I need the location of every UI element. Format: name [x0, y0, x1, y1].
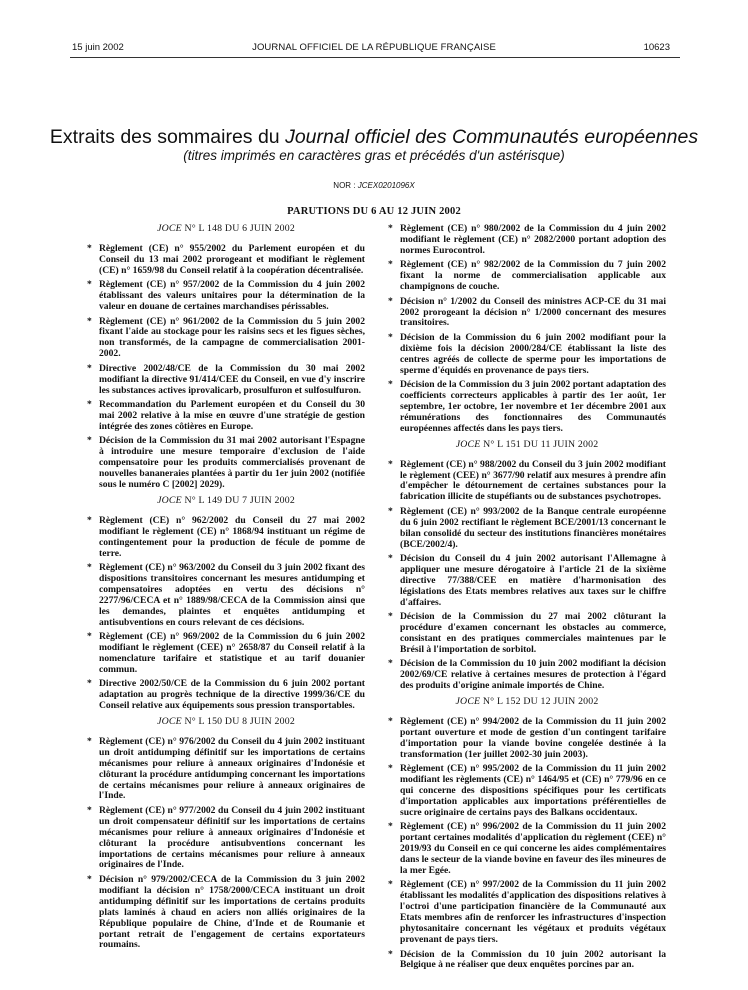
entry-text: Règlement (CE) n° 969/2002 de la Commission du 6 juin 2002 modifiant le règlement (CEE) n° 2658/87 du Conseil relatif à la nomenclature tarifaire et statistique et au tarif douanier commun.	[99, 631, 365, 675]
asterisk-marker: *	[87, 562, 92, 574]
summary-entry	[87, 244, 365, 277]
joce-section-heading	[388, 440, 666, 451]
entry-text: Décision de la Commission du 6 juin 2002 modifiant pour la dixième fois la décision 2000/284/CE établissant la liste des centres agréés de collecte de sperme pour les importations de sperme d'équidés en provenance de pays tiers.	[400, 331, 666, 376]
joce-issue: N° L 148 DU 6 JUIN 2002	[181, 223, 295, 234]
joce-label: JOCE	[157, 716, 182, 727]
document-title	[0, 126, 748, 148]
parutions-heading: PARUTIONS DU 6 AU 12 JUIN 2002	[287, 206, 461, 217]
asterisk-marker: *	[388, 658, 393, 670]
entry-text: Règlement (CE) n° 995/2002 de la Commission du 11 juin 2002 modifiant les règlements (CE) n° 1464/95 et (CE) n° 779/96 en ce qui concerne des dispositions spécifiques pour les certificats d'importation applicables aux importations préférentielles de sucre originaire de certains pays des Balkans occidentaux.	[400, 763, 666, 818]
title-italic: Journal officiel des Communautés européennes	[285, 126, 699, 148]
summary-entry	[388, 297, 666, 330]
entry-text: Décision de la Commission du 3 juin 2002 portant adaptation des coefficients correcteurs applicables à partir des 1er août, 1er septembre, 1er octobre, 1er novembre et 1er décembre 2001 aux rémunérations des fonctionnaires des Communautés européennes affectés dans les pays tiers.	[400, 379, 666, 434]
entry-text: Règlement (CE) n° 963/2002 du Conseil du 3 juin 2002 fixant des dispositions transitoires concernant les mesures antidumping et compensatoires adoptées en vertu des décisions n° 2277/96/CECA et n° 1889/98/CECA de la Commission ainsi que les demandes, plaintes et enquêtes antidumping et antisubventions en cours relevant de ces décisions.	[99, 562, 365, 628]
asterisk-marker: *	[388, 259, 393, 271]
header-date: 15 juin 2002	[72, 42, 124, 53]
nor-label: NOR :	[333, 181, 356, 190]
entry-text: Règlement (CE) n° 997/2002 de la Commission du 11 juin 2002 établissant les modalités d'application des dispositions relatives à l'octroi d'une participation financière de la Communauté aux Etats membres afin de renforcer les infrastructures d'inspection phytosanitaire concernant les végétaux et produits végétaux provenant de pays tiers.	[400, 879, 666, 945]
asterisk-marker: *	[388, 821, 393, 833]
summary-entry	[87, 806, 365, 871]
summary-entry	[388, 333, 666, 377]
summary-entry	[388, 822, 666, 877]
asterisk-marker: *	[388, 948, 393, 960]
entry-text: Directive 2002/48/CE de la Commission du 30 mai 2002 modifiant la directive 91/414/CEE du Conseil, en vue d'y inscrire les substances actives iprovalicarb, prosulfuron et sulfosulfuron.	[99, 362, 365, 396]
entry-text: Règlement (CE) n° 980/2002 de la Commission du 4 juin 2002 modifiant le règlement (CE) n° 2082/2000 portant adoption des normes Eurocontrol.	[400, 223, 666, 256]
asterisk-marker: *	[87, 514, 92, 526]
asterisk-marker: *	[388, 611, 393, 623]
summary-entry	[87, 563, 365, 628]
joce-section-heading	[87, 224, 365, 235]
entry-text: Règlement (CE) n° 961/2002 de la Commission du 5 juin 2002 fixant l'aide au stockage pour les raisins secs et les figues sèches, non transformés, de la campagne de commercialisation 2001-2002.	[99, 315, 365, 360]
entry-text: Règlement (CE) n° 976/2002 du Conseil du 4 juin 2002 instituant un droit antidumping définitif sur les importations de certains mécanismes pour reliure à anneaux originaires d'Indonésie et clôturant la procédure antidumping concernant les importations de certains mécanismes pour reliure à anneaux originaires de l'Inde.	[99, 735, 365, 802]
joce-section-heading	[388, 697, 666, 708]
summary-entry	[87, 679, 365, 712]
joce-label: JOCE	[455, 438, 481, 450]
asterisk-marker: *	[388, 458, 393, 470]
nor-value: JCEX0201096X	[357, 181, 415, 190]
asterisk-marker: *	[388, 879, 393, 891]
joce-section-heading	[87, 496, 365, 507]
summary-entry	[87, 436, 365, 491]
summary-entry	[388, 950, 666, 972]
summary-entry	[388, 380, 666, 435]
asterisk-marker: *	[87, 873, 92, 885]
entry-text: Décision de la Commission du 31 mai 2002 autorisant l'Espagne à introduire une mesure temporaire d'exclusion de l'aide compensatoire pour les produits commercialisés provenant de nouvelles bananeraies plantées à partir du 1er juin 2002 (notifiée sous le numéro C [2002] 2029).	[99, 435, 365, 490]
asterisk-marker: *	[87, 315, 92, 327]
asterisk-marker: *	[87, 735, 92, 747]
summary-entry	[87, 280, 365, 313]
entry-text: Règlement (CE) n° 988/2002 du Conseil du 3 juin 2002 modifiant le règlement (CEE) n° 3677/90 relatif aux mesures à prendre afin d'empêcher le détournement de certaines substances pour la fabrication illicite de stupéfiants ou de substances psychotropes.	[400, 458, 666, 503]
asterisk-marker: *	[87, 279, 92, 291]
entry-text: Recommandation du Parlement européen et du Conseil du 30 mai 2002 relative à la mise en œuvre d'une stratégie de gestion intégrée des zones côtières en Europe.	[99, 399, 365, 432]
entry-text: Règlement (CE) n° 982/2002 de la Commission du 7 juin 2002 fixant la norme de commercialisation applicable aux champignons de couche.	[400, 259, 666, 293]
entry-text: Directive 2002/50/CE de la Commission du 6 juin 2002 portant adaptation au progrès technique de la directive 1999/36/CE du Conseil relative aux équipements sous pression transportables.	[99, 678, 365, 712]
summary-entry	[388, 507, 666, 551]
asterisk-marker: *	[388, 223, 393, 234]
summary-entry	[388, 717, 666, 761]
summary-entry	[388, 880, 666, 945]
summary-entry	[87, 737, 365, 802]
asterisk-marker: *	[388, 716, 393, 727]
joce-section-heading	[87, 717, 365, 728]
document-subtitle: (titres imprimés en caractères gras et précédés d'un astérisque)	[183, 148, 565, 163]
joce-label: JOCE	[455, 696, 481, 708]
asterisk-marker: *	[388, 331, 393, 343]
summary-entry	[388, 764, 666, 819]
summary-entry	[87, 875, 365, 951]
joce-label: JOCE	[157, 494, 182, 506]
summary-entry	[388, 612, 666, 656]
summary-entry	[87, 516, 365, 560]
entry-text: Règlement (CE) n° 993/2002 de la Banque centrale européenne du 6 juin 2002 rectifiant le règlement BCE/2001/13 concernant le bilan consolidé du secteur des institutions financières monétaires (BCE/2002/4).	[400, 505, 666, 550]
asterisk-marker: *	[87, 435, 92, 447]
summary-entry	[388, 659, 666, 692]
asterisk-marker: *	[87, 242, 92, 254]
joce-issue: N° L 150 DU 8 JUIN 2002	[181, 716, 295, 727]
summary-entry	[87, 400, 365, 433]
title-prefix: Extraits des sommaires du	[49, 126, 286, 148]
entry-text: Règlement (CE) n° 957/2002 de la Commission du 4 juin 2002 établissant des valeurs unitaires pour la détermination de la valeur en douane de certaines marchandises périssables.	[99, 279, 365, 313]
left-column	[87, 219, 365, 955]
right-column	[388, 224, 666, 975]
joce-issue: N° L 152 DU 12 JUIN 2002	[480, 696, 599, 708]
joce-label: JOCE	[157, 223, 182, 234]
header-rule	[70, 57, 680, 58]
entry-text: Décision de la Commission du 10 juin 2002 autorisant la Belgique à ne réaliser que deux enquêtes porcines par an.	[400, 948, 666, 971]
summary-entry	[388, 260, 666, 293]
asterisk-marker: *	[388, 379, 393, 391]
entry-text: Règlement (CE) n° 955/2002 du Parlement européen et du Conseil du 13 mai 2002 prorogeant et modifiant le règlement (CE) n° 1659/98 du Conseil relatif à la coopération décentralisée.	[99, 242, 365, 276]
entry-text: Règlement (CE) n° 962/2002 du Conseil du 27 mai 2002 modifiant le règlement (CE) n° 1868/94 instituant un régime de contingentement pour la production de fécule de pomme de terre.	[99, 514, 365, 559]
entry-text: Règlement (CE) n° 977/2002 du Conseil du 4 juin 2002 instituant un droit compensateur définitif sur les importations de certains mécanismes pour reliure à anneaux originaires d'Indonésie et clôturant la procédure antisubventions concernant les importations de certains mécanismes pour reliure à anneaux originaires de l'Inde.	[99, 804, 365, 871]
summary-entry	[388, 224, 666, 257]
asterisk-marker: *	[87, 804, 92, 816]
summary-entry	[87, 632, 365, 676]
summary-entry	[87, 317, 365, 361]
asterisk-marker: *	[388, 505, 393, 517]
entry-text: Règlement (CE) n° 996/2002 de la Commission du 11 juin 2002 portant certaines modalités d'application du règlement (CEE) n° 2019/93 du Conseil en ce qui concerne les aides complémentaires dans le secteur de la viande bovine en faveur des îles mineures de la mer Egée.	[400, 821, 666, 876]
joce-issue: N° L 151 DU 11 JUIN 2002	[480, 438, 599, 450]
asterisk-marker: *	[388, 553, 393, 565]
entry-text: Décision n° 979/2002/CECA de la Commission du 3 juin 2002 modifiant la décision n° 1758/2000/CECA instituant un droit antidumping définitif sur les importations de certains produits plats laminés à chaud en aciers non alliés originaires de la République populaire de Chine, d'Inde et de Roumanie et portant retrait de l'engagement de certains exportateurs roumains.	[99, 873, 365, 951]
asterisk-marker: *	[87, 678, 92, 690]
nor-reference	[0, 181, 748, 190]
entry-text: Décision de la Commission du 27 mai 2002 clôturant la procédure d'examen concernant les obstacles au commerce, consistant en des pratiques commerciales maintenues par le Brésil à l'importation de sorbitol.	[400, 611, 666, 655]
asterisk-marker: *	[87, 362, 92, 374]
header-page-number: 10623	[643, 42, 670, 53]
entry-text: Décision n° 1/2002 du Conseil des ministres ACP-CE du 31 mai 2002 prorogeant la décision n° 1/2000 concernant des mesures transitoires.	[400, 295, 666, 329]
summary-entry	[87, 364, 365, 397]
asterisk-marker: *	[87, 631, 92, 643]
entry-text: Décision du Conseil du 4 juin 2002 autorisant l'Allemagne à appliquer une mesure dérogatoire à l'article 21 de la sixième directive 77/388/CEE en matière d'harmonisation des législations des Etats membres relatives aux taxes sur le chiffre d'affaires.	[400, 553, 666, 608]
entry-text: Règlement (CE) n° 994/2002 de la Commission du 11 juin 2002 portant ouverture et mode de gestion d'un contingent tarifaire d'importation pour la viande bovine congelée destinée à la transformation (1er juillet 2002-30 juin 2003).	[400, 716, 666, 760]
asterisk-marker: *	[388, 295, 393, 307]
summary-entry	[388, 460, 666, 504]
page-header	[0, 42, 748, 56]
summary-entry	[388, 554, 666, 609]
joce-issue: N° L 149 DU 7 JUIN 2002	[181, 494, 295, 506]
entry-text: Décision de la Commission du 10 juin 2002 modifiant la décision 2002/69/CE relative à certaines mesures de protection à l'égard des produits d'origine animale importés de Chine.	[400, 658, 666, 692]
asterisk-marker: *	[388, 763, 393, 775]
header-journal-title: JOURNAL OFFICIEL DE LA RÉPUBLIQUE FRANÇAISE	[252, 42, 496, 53]
asterisk-marker: *	[87, 399, 92, 411]
